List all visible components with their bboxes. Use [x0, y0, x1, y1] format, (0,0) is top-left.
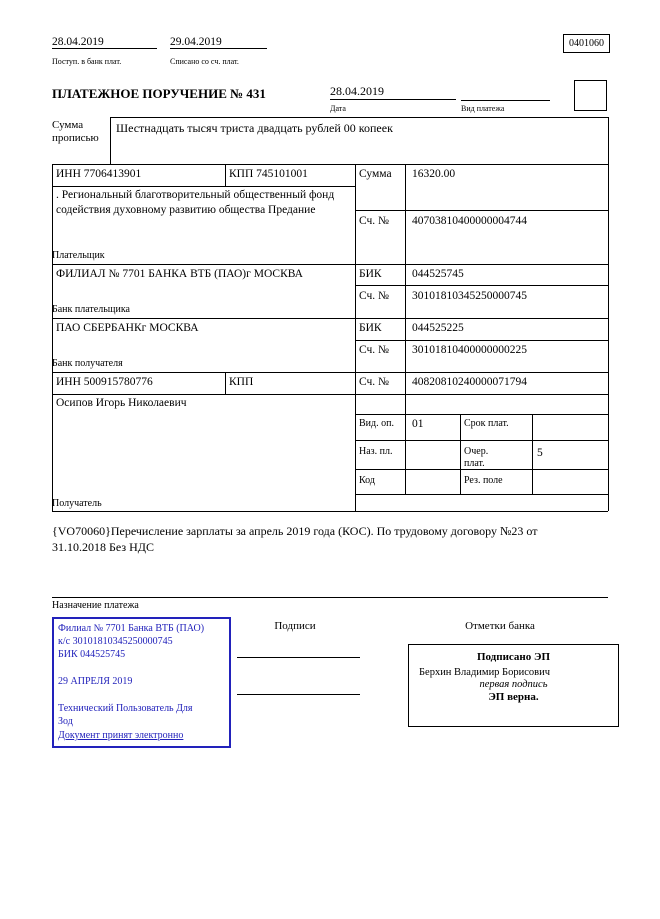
- payment-purpose-text: {VO70060}Перечисление зарплаты за апрель 2019 года (КОС). По трудовому договору №23 от 31.10.2018 Без НДС: [52, 524, 538, 554]
- payee-name: Осипов Игорь Николаевич: [56, 397, 187, 409]
- term-label: Срок плат.: [464, 418, 509, 429]
- divider-line: [405, 164, 406, 494]
- stamp-status: Документ принят электронно: [58, 730, 184, 741]
- date-label: Дата: [330, 104, 346, 113]
- signed-role: первая подпись: [479, 679, 548, 690]
- status-code-box: [574, 80, 607, 111]
- payer-bank-bik-label: БИК: [359, 268, 382, 280]
- payer-section-label: Плательщик: [52, 250, 105, 261]
- op-kind-label: Вид. оп.: [359, 418, 394, 429]
- reserve-field-label: Рез. поле: [464, 475, 503, 486]
- signature-line: [237, 694, 360, 695]
- stamp-bik: БИК 044525745: [58, 649, 126, 660]
- divider-line: [52, 318, 608, 319]
- stamp-date: 29 АПРЕЛЯ 2019: [58, 676, 133, 687]
- payer-bank-account-value: 30101810345250000745: [412, 290, 527, 302]
- payer-bank-account-label: Сч. №: [359, 290, 390, 302]
- document-date: 28.04.2019: [330, 84, 456, 100]
- order-value: 5: [537, 447, 543, 459]
- amount-label: Сумма: [359, 168, 392, 180]
- payer-bank-section-label: Банк плательщика: [52, 304, 130, 315]
- divider-line: [355, 340, 608, 341]
- divider-line: [355, 440, 608, 441]
- signature-line: [237, 657, 360, 658]
- payer-account-label: Сч. №: [359, 215, 390, 227]
- signed-title: Подписано ЭП: [476, 651, 551, 663]
- divider-line: [608, 117, 609, 511]
- payee-inn: ИНН 500915780776: [56, 376, 153, 388]
- payment-kind-label: Вид платежа: [461, 104, 505, 113]
- debited-date-label: Списано со сч. плат.: [170, 57, 239, 66]
- payment-kind-field: [461, 84, 550, 101]
- stamp-bank-name: Филиал № 7701 Банка ВТБ (ПАО): [58, 623, 205, 634]
- divider-line: [225, 164, 226, 186]
- form-code-box: 0401060: [563, 34, 610, 53]
- divider-line: [460, 414, 461, 494]
- divider-line: [110, 117, 111, 164]
- signed-name: Берхин Владимир Борисович: [419, 667, 550, 678]
- bank-marks-label: Отметки банка: [465, 620, 535, 632]
- divider-line: [52, 264, 608, 265]
- divider-line: [225, 372, 226, 394]
- payee-bank-name: ПАО СБЕРБАНКг МОСКВА: [56, 322, 199, 334]
- payee-section-label: Получатель: [52, 498, 102, 509]
- payee-kpp-label: КПП: [229, 376, 254, 388]
- payer-bank-bik-value: 044525745: [412, 268, 464, 280]
- divider-line: [355, 285, 608, 286]
- code-label: Код: [359, 475, 375, 486]
- order-label: Очер. плат.: [464, 446, 489, 469]
- payee-bank-account-label: Сч. №: [359, 344, 390, 356]
- payee-bank-bik-value: 044525225: [412, 322, 464, 334]
- divider-line: [52, 186, 355, 187]
- payment-purpose-label: Назначение платежа: [52, 600, 139, 611]
- divider-line: [52, 164, 608, 165]
- received-date: 28.04.2019: [52, 36, 157, 49]
- amount-words-label: Сумма прописью: [52, 119, 99, 144]
- divider-line: [355, 414, 608, 415]
- payee-bank-account-value: 30101810400000000225: [412, 344, 527, 356]
- signatures-label: Подписи: [274, 620, 316, 632]
- divider-line: [52, 597, 608, 598]
- received-date-label: Поступ. в банк плат.: [52, 57, 122, 66]
- stamp-user: Технический Пользователь Для Зод: [58, 703, 193, 727]
- electronic-signature-box: [408, 644, 619, 727]
- amount-words-value: Шестнадцать тысяч триста двадцать рублей 00 копеек: [116, 121, 393, 135]
- payee-account-label: Сч. №: [359, 376, 390, 388]
- divider-line: [355, 494, 608, 495]
- bank-stamp: [52, 617, 231, 748]
- divider-line: [532, 414, 533, 494]
- debited-date: 29.04.2019: [170, 36, 267, 49]
- purpose-code-label: Наз. пл.: [359, 446, 393, 457]
- payer-inn: ИНН 7706413901: [56, 168, 142, 180]
- op-kind-value: 01: [412, 418, 424, 430]
- divider-line: [52, 372, 608, 373]
- stamp-corr-account: к/с 30101810345250000745: [58, 636, 173, 647]
- divider-line: [355, 164, 356, 511]
- divider-line: [52, 394, 608, 395]
- divider-line: [110, 117, 608, 118]
- document-title: ПЛАТЕЖНОЕ ПОРУЧЕНИЕ № 431: [52, 86, 266, 101]
- payee-bank-bik-label: БИК: [359, 322, 382, 334]
- signed-valid: ЭП верна.: [488, 691, 539, 703]
- payee-bank-section-label: Банк получателя: [52, 358, 123, 369]
- payer-kpp: КПП 745101001: [229, 168, 308, 180]
- payer-name: . Региональный благотворительный общественный фонд содействия духовному развитию общества Предание: [56, 189, 335, 216]
- divider-line: [52, 511, 608, 512]
- divider-line: [52, 164, 53, 511]
- payee-account-value: 40820810240000071794: [412, 376, 527, 388]
- payer-bank-name: ФИЛИАЛ № 7701 БАНКА ВТБ (ПАО)г МОСКВА: [56, 268, 303, 280]
- divider-line: [355, 210, 608, 211]
- payer-account-value: 40703810400000004744: [412, 215, 527, 227]
- amount-value: 16320.00: [412, 168, 456, 180]
